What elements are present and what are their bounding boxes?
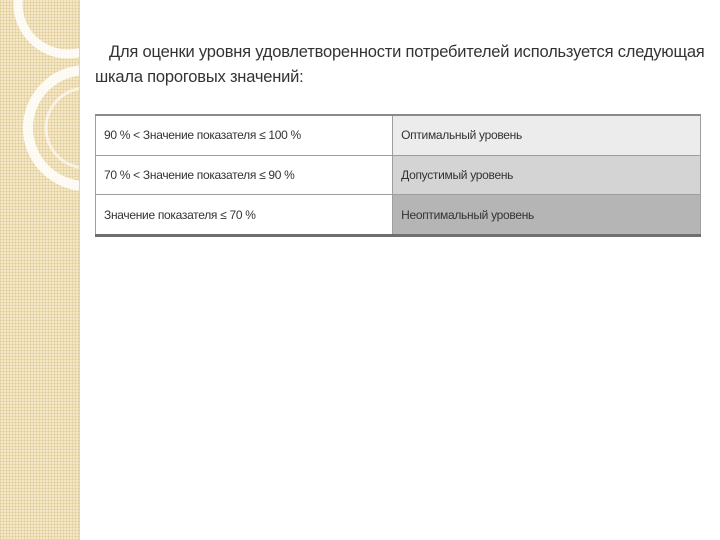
table-row bbox=[96, 115, 701, 155]
condition-cell: 90 % < Значение показателя ≤ 100 % bbox=[96, 115, 393, 155]
table-row bbox=[96, 155, 701, 195]
table-row bbox=[96, 195, 701, 236]
decorative-side-band bbox=[0, 0, 79, 540]
level-cell: Допустимый уровень bbox=[393, 155, 701, 195]
intro-paragraph: Для оценки уровня удовлетворенности потребителей используется следующая шкала пороговых значений: bbox=[95, 43, 705, 86]
condition-cell: Значение показателя ≤ 70 % bbox=[96, 195, 393, 236]
level-cell: Оптимальный уровень bbox=[393, 115, 701, 155]
condition-cell: 70 % < Значение показателя ≤ 90 % bbox=[96, 155, 393, 195]
decorative-circles bbox=[0, 0, 79, 540]
band-divider bbox=[79, 0, 80, 540]
level-cell: Неоптимальный уровень bbox=[393, 195, 701, 236]
threshold-table bbox=[95, 114, 701, 237]
